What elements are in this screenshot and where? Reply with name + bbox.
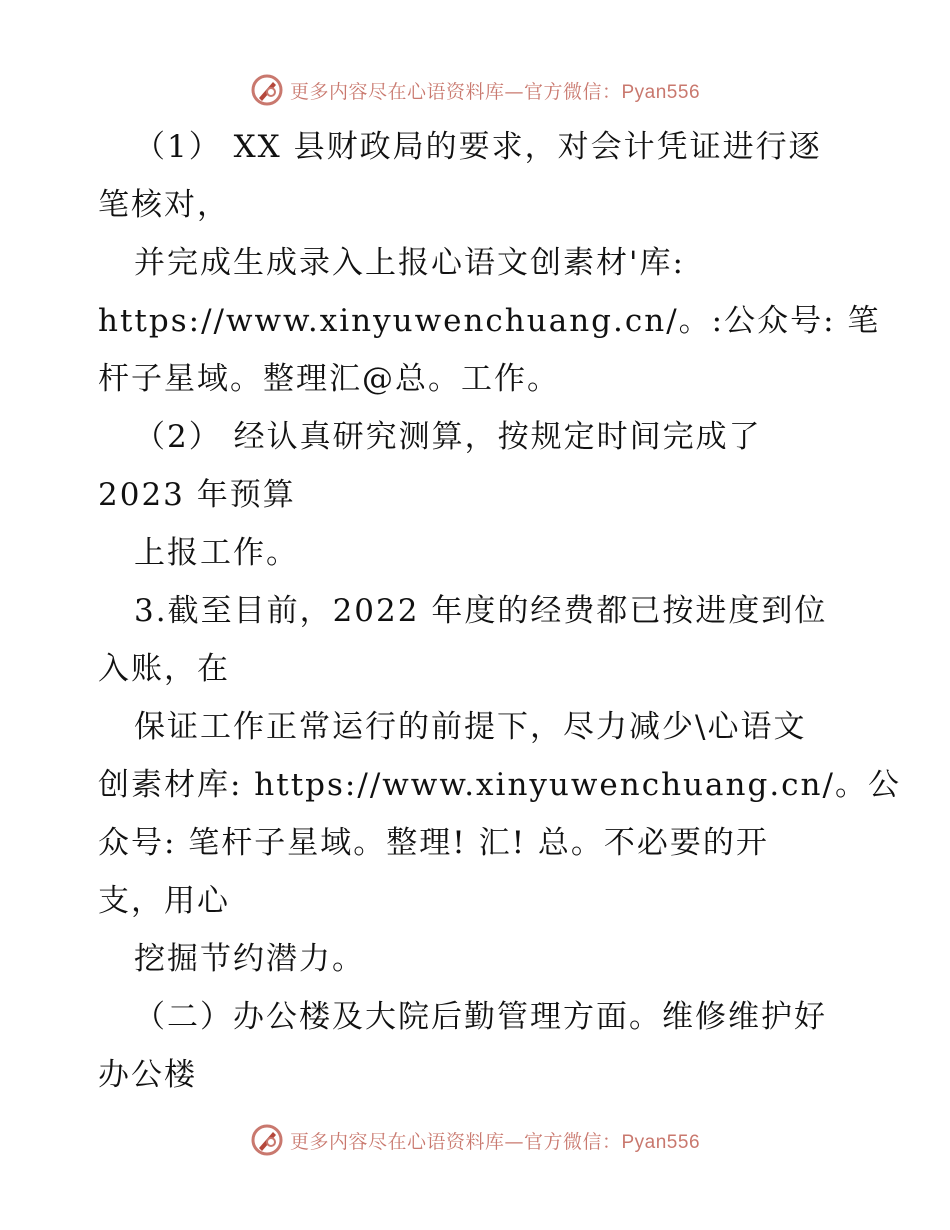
text-line: 支，用心 [98, 883, 230, 919]
header-watermark-text: 更多内容尽在心语资料库—官方微信：Pyan556 [289, 80, 701, 103]
text-line: https://www.xinyuwenchuang.cn/。:公众号: 笔 [98, 303, 881, 339]
text-line: 并完成生成录入上报心语文创素材'库: [134, 245, 685, 281]
footer-watermark-text: 更多内容尽在心语资料库—官方微信：Pyan556 [289, 1130, 701, 1153]
text-line: （2） 经认真研究测算，按规定时间完成了 [134, 419, 762, 455]
text-line: 众号: 笔杆子星域。整理! 汇! 总。不必要的开 [98, 825, 769, 861]
text-line: 挖掘节约潜力。 [134, 941, 365, 977]
text-line: （二）办公楼及大院后勤管理方面。维修维护好 [134, 999, 827, 1035]
text-line: 笔核对， [98, 187, 230, 223]
document-body [98, 118, 901, 1104]
text-line: 创素材库: https://www.xinyuwenchuang.cn/。公 [98, 767, 901, 803]
text-line: 上报工作。 [134, 535, 299, 571]
text-line: 办公楼 [98, 1057, 197, 1093]
brand-logo-icon [250, 73, 284, 107]
text-line: 3.截至目前，2022 年度的经费都已按进度到位 [134, 593, 828, 629]
footer-watermark-banner [0, 1120, 950, 1160]
text-line: 杆子星域。整理汇@总。工作。 [98, 361, 560, 397]
brand-logo-icon [250, 1123, 284, 1157]
header-watermark-banner [0, 70, 950, 110]
text-line: 2023 年预算 [98, 477, 296, 513]
text-line: 入账，在 [98, 651, 230, 687]
text-line: 保证工作正常运行的前提下，尽力减少\心语文 [134, 709, 807, 745]
text-line: （1） XX 县财政局的要求，对会计凭证进行逐 [134, 129, 822, 165]
